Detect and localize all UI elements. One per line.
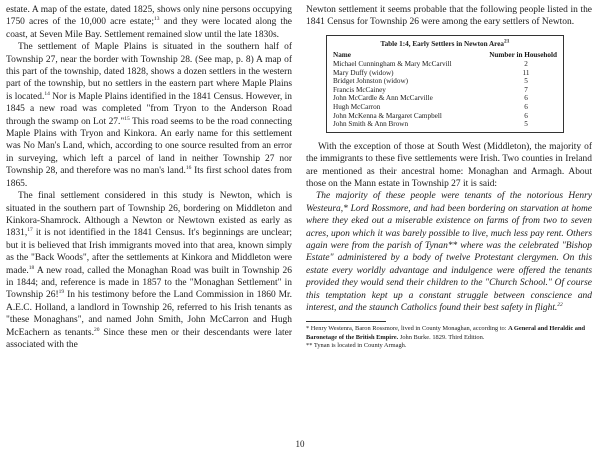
column-header-household: Number in Household <box>489 51 557 60</box>
paragraph-irish-immigrants: With the exception of those at South West (Middleton), the majority of the immigrants to these five settlements were Irish. Two counties in Ireland are mentioned as their ancestral home: Monaghan and Armagh. About those on the Mann estate in Township 27 it is said: <box>306 141 592 189</box>
footnote-2: ** Tynan is located in County Armagh. <box>306 341 407 349</box>
page-number: 10 <box>295 439 305 449</box>
table-row: Hugh McCarron 6 <box>333 102 528 111</box>
footnotes <box>306 321 592 350</box>
table-title: Table 1:4, Early Settlers in Newton Area$^{21}$ <box>380 38 510 48</box>
table-row: Francis McCainey 7 <box>333 85 528 94</box>
paragraph-maple-plains: The settlement of Maple Plains is situated in the southern half of Township 27, near the border with Township 28. (See map, p. 8) A map of this part of the township, dated 1828, shows a dozen settlers in the western part of the township, but no settlers in the eastern part where Maple Plains is located.$^{14}$ Nor is Maple Plains identified in the 1841 Census. However, in 1845 a new road was completed "from Tryon to the Anderson Road through the swamp on Lot 27."$^{15}$ This road seems to be the road connecting Maple Plains with Tryon and Kinkora. An early name for this settlement was No Man's Land, which, according to one source resulted from an error in surveying, which left a parcel of land in neither Township 27 nor Township 28, and therefore was no man's land.$^{16}$ Its first school dates from 1865. <box>6 42 292 189</box>
paragraph-estate: estate. A map of the estate, dated 1825, shows only nine persons occupying 1750 acres of the 10,000 acre estate;$^{13}$ and they were located along the coast, at Seven Mile Bay. Settlement remained slow until the late 1830s. <box>6 5 292 40</box>
block-quote: The majority of these people were tenants of the notorious Henry Westeura,* Lord Rossmore, and had been bordering on starvation at home where they eked out a miserable existence on farms of from two to seven acres, upon which it was barely possible to live, much less pay rent. Others again were from the parish of Tynan** where was the celebrated "Bishop Estate" administered by a body of twelve Protestant clergymen. On this estate every worldly advantage and indulgence were offered the tenants provided they would send their children to the "Church School." Of course this temptation kept up a constant struggle between conscience and interest, and the staunch Catholics found their best safety in flight.$^{22}$ <box>306 191 592 314</box>
right-column <box>306 4 592 350</box>
table-row: Bridget Johnston (widow) 5 <box>333 77 528 86</box>
footnote-divider <box>306 321 386 322</box>
table-row: Mary Duffy (widow) 11 <box>333 68 530 77</box>
settlers-table <box>326 35 564 133</box>
column-header-name: Name <box>333 51 351 60</box>
table-row: John McCardle & Ann McCarville 6 <box>333 94 528 103</box>
paragraph-newton-cont: Newton settlement it seems probable that the following people listed in the 1841 Census for Township 26 were among the eary settlers of Newton. <box>306 5 592 28</box>
table-row: Michael Cunningham & Mary McCarvill 2 <box>333 60 528 68</box>
table-row: John Smith & Ann Brown 5 <box>333 120 528 129</box>
table-header <box>333 51 557 60</box>
table-row: John McKenna & Margaret Campbell 6 <box>333 111 528 120</box>
footnote-1: * Henry Westenra, Baron Rossmore, lived in County Monaghan, according to: A General and Heraldic and Baronetage of the British Empire. John Burke. 1829. Third Edition. <box>306 325 586 341</box>
paragraph-newton: The final settlement considered in this study is Newton, which is situated in the southern part of Township 26, bordering on Middleton and Kinkora-Shamrock. Although a Newton or Newtown existed as early as 1831,17 it is not identified in the 1841 Census. It's beginnings are unclear; but it is believed that Irish immigrants moved into that area, known simply as the "Back Woods", after the settlements at Kinkora and Middleton were made.$^{18}$ A new road, called the Monaghan Road was built in Township 26 in 1844; and, reference is made in 1857 to the "Monaghan Settlement" in Township 26!$^{19}$ In his testimony before the Land Commission in 1860 Mr. A.E.C. Holland, a landlord in Township 26, referred to his Irish tenants as "these Monaghans", and named John Smith, John McCarron and Hugh McEachern as tenants.$^{20}$ Since these men or their descendants were later associated with the <box>6 191 293 350</box>
left-column <box>6 4 292 351</box>
